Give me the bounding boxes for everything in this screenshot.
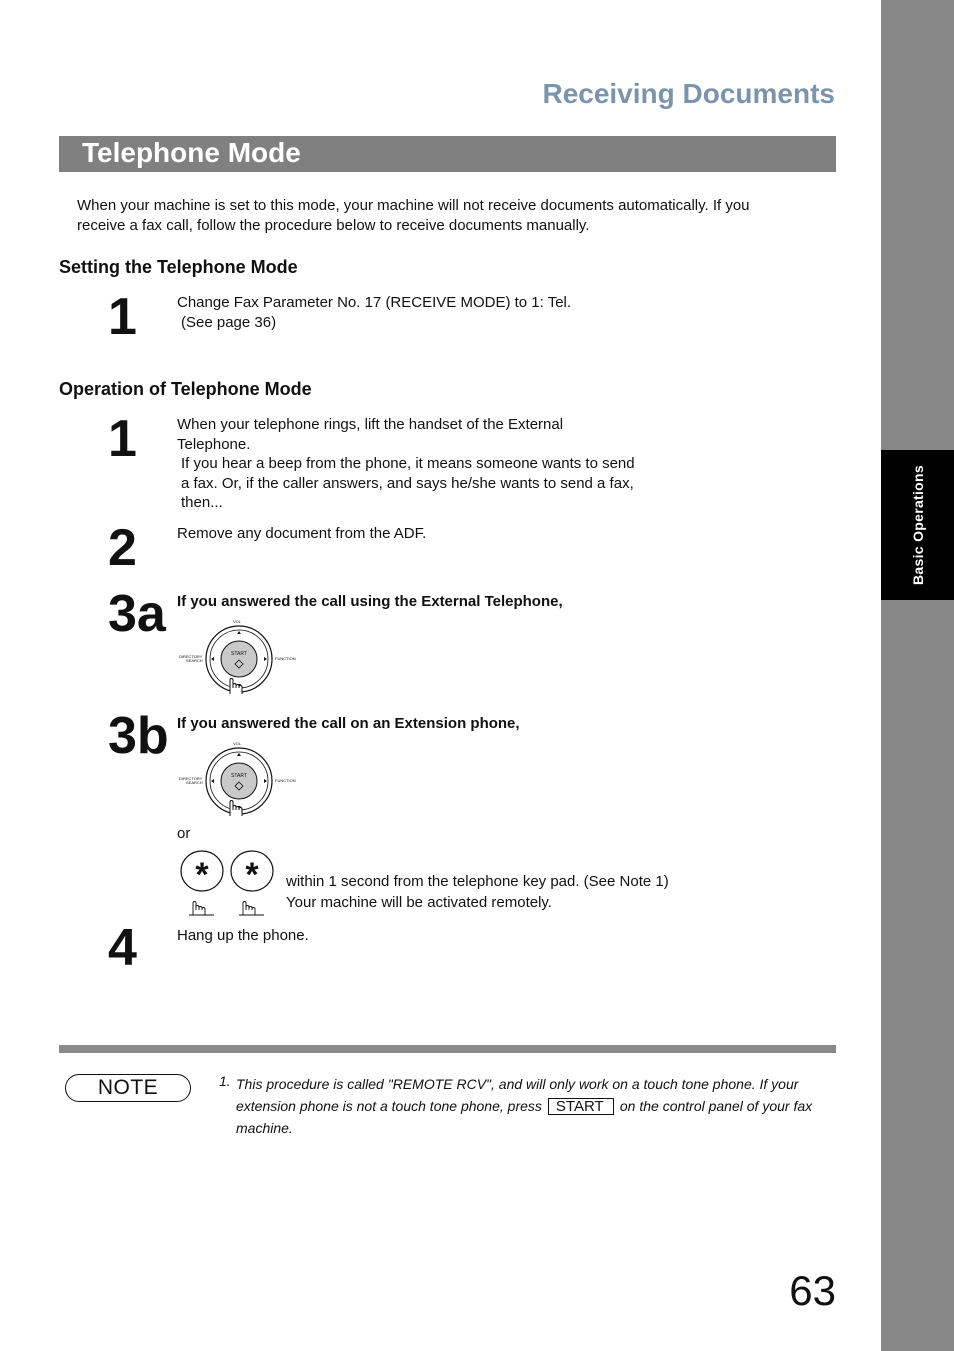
step-text	[177, 415, 677, 513]
remote-line: Your machine will be activated remotely.	[286, 894, 552, 911]
step-number: 4	[108, 919, 137, 977]
step-line: (See page 36)	[181, 313, 277, 331]
start-label: START	[231, 773, 247, 779]
step-text: If you answered the call on an Extension phone,	[177, 715, 520, 732]
step-text: Remove any document from the ADF.	[177, 525, 427, 542]
step-number: 1	[108, 288, 137, 346]
note-number: 1.	[219, 1073, 231, 1089]
step-line: Change Fax Parameter No. 17 (RECEIVE MODE) to 1: Tel.	[177, 294, 572, 311]
vol-label: VOL	[233, 741, 242, 746]
note-line: machine.	[236, 1120, 293, 1136]
step-line: a fax. Or, if the caller answers, and says he/she wants to send a fax,	[181, 474, 634, 492]
start-label: START	[231, 651, 247, 657]
function-label: FUNCTION	[275, 656, 296, 661]
chapter-tab	[881, 450, 954, 600]
step-line: Telephone.	[177, 435, 251, 453]
setting-heading: Setting the Telephone Mode	[59, 257, 298, 277]
search-label: SEARCH	[186, 658, 203, 663]
svg-text:*: *	[195, 856, 209, 894]
intro-line: receive a fax call, follow the procedure below to receive documents manually.	[77, 216, 590, 234]
chapter-tab-label: Basic Operations	[909, 465, 926, 585]
step-text: If you answered the call using the External Telephone,	[177, 593, 563, 610]
star-keys-illustration	[176, 848, 278, 918]
operation-heading: Operation of Telephone Mode	[59, 379, 312, 399]
search-label: SEARCH	[186, 780, 203, 785]
note-text	[236, 1073, 836, 1139]
vol-label: VOL	[233, 619, 242, 624]
step-text	[177, 293, 571, 332]
step-number: 3a	[108, 585, 166, 643]
star-key-icon	[231, 851, 273, 894]
remote-line: within 1 second from the telephone key pad. (See Note 1)	[286, 873, 669, 890]
step-line: then...	[181, 494, 223, 511]
intro-line: When your machine is set to this mode, your machine will not receive documents automatically. If you	[77, 197, 750, 214]
pointing-hand-icon	[189, 902, 214, 916]
side-margin-bar	[881, 0, 954, 1351]
remote-activation-text	[286, 871, 669, 913]
step-number: 1	[108, 410, 137, 468]
or-text: or	[177, 825, 191, 842]
start-key-label: START	[548, 1098, 614, 1115]
intro-paragraph	[77, 196, 817, 235]
step-line: When your telephone rings, lift the handset of the External	[177, 416, 564, 433]
pointing-hand-icon	[239, 902, 264, 916]
note-line: This procedure is called "REMOTE RCV", and will only work on a touch tone phone. If your	[236, 1076, 799, 1092]
page-title-bar	[59, 136, 836, 172]
svg-text:*: *	[245, 856, 259, 894]
star-key-icon	[181, 851, 223, 894]
function-label: FUNCTION	[275, 778, 296, 783]
step-line: If you hear a beep from the phone, it means someone wants to send	[181, 455, 635, 472]
start-button-illustration	[176, 617, 302, 695]
directory-label: DIRECTORY	[179, 654, 203, 659]
directory-label: DIRECTORY	[179, 776, 203, 781]
start-button-illustration	[176, 739, 302, 817]
step-number: 3b	[108, 707, 169, 765]
note-line: extension phone is not a touch tone phone, press START on the control panel of your fax	[236, 1098, 813, 1115]
step-number: 2	[108, 519, 137, 577]
page-number: 63	[789, 1267, 836, 1314]
section-title: Receiving Documents	[542, 78, 835, 109]
note-badge: NOTE	[65, 1074, 191, 1102]
step-text: Hang up the phone.	[177, 927, 309, 944]
note-divider	[59, 1045, 836, 1053]
page-title: Telephone Mode	[82, 137, 301, 168]
